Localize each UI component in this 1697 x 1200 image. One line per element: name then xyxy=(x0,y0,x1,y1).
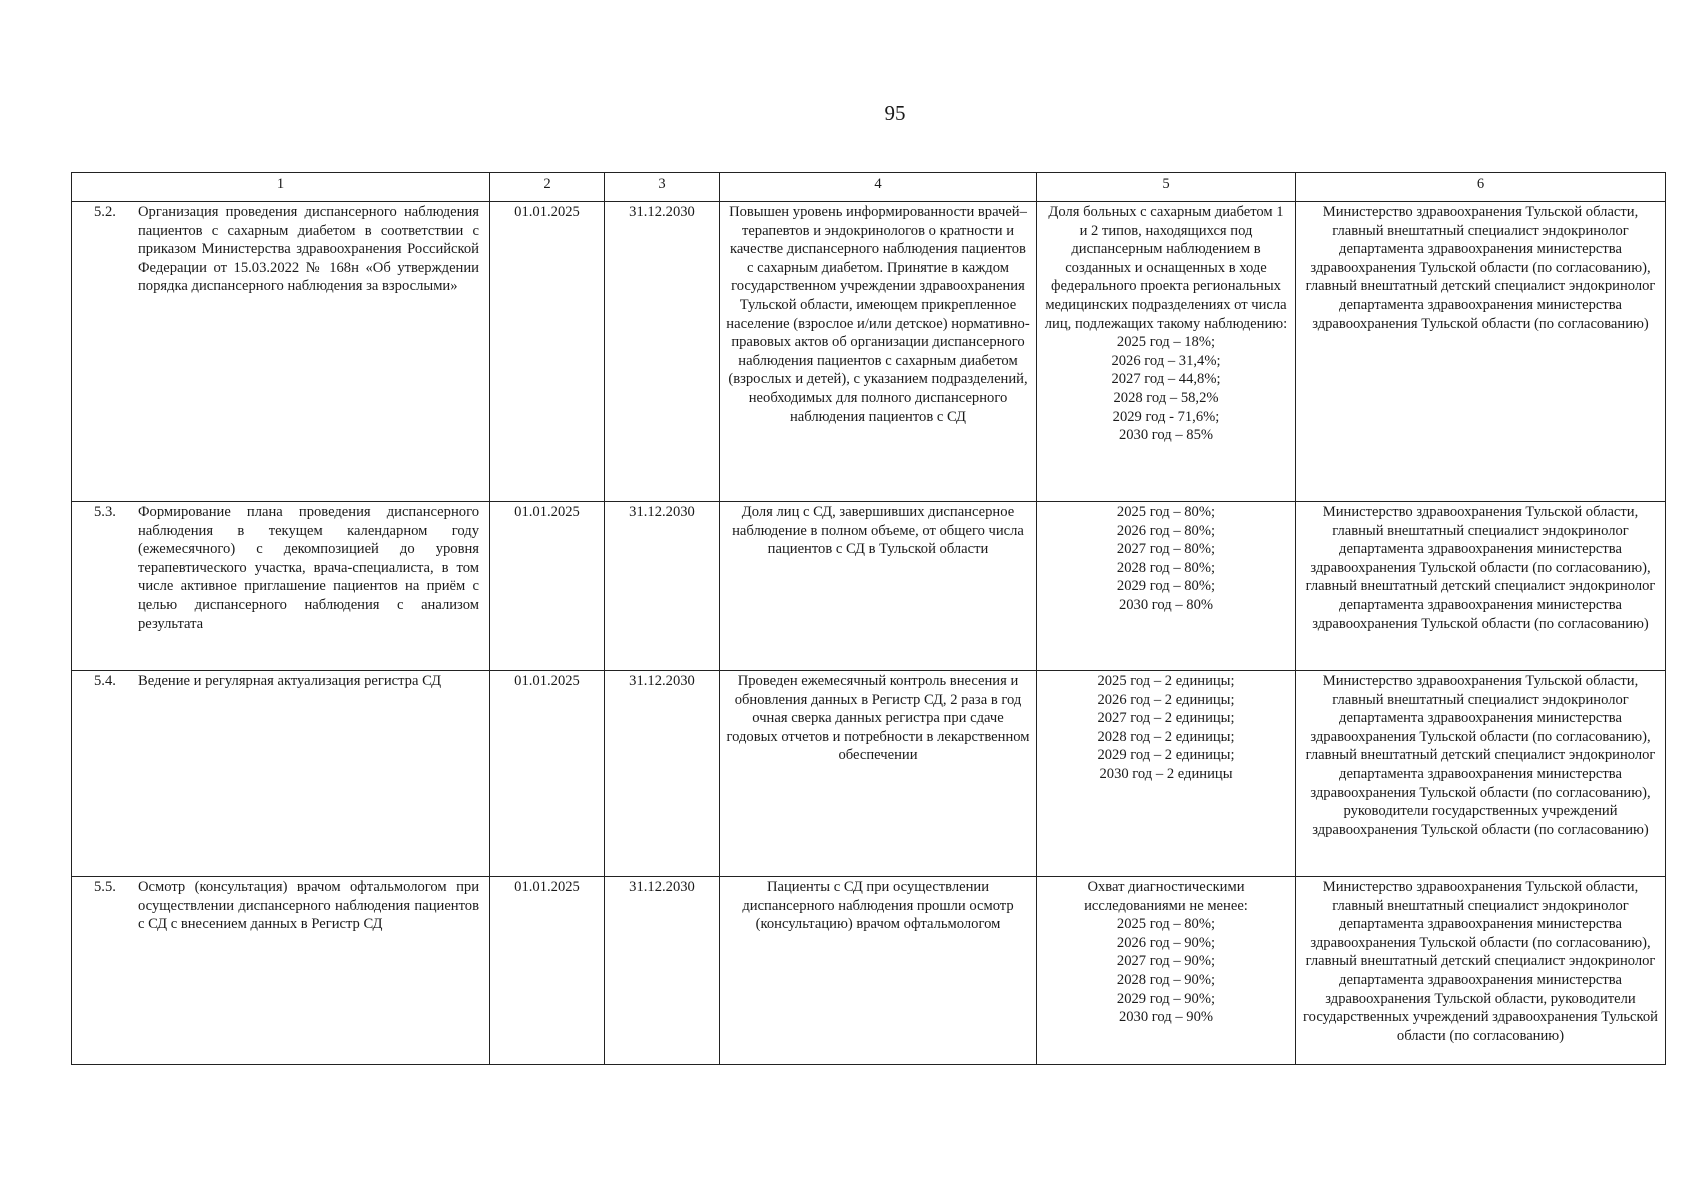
table-row xyxy=(72,877,1666,1065)
end-date: 31.12.2030 xyxy=(605,202,720,502)
indicator-line: 2027 год – 90%; xyxy=(1116,953,1216,970)
responsible-cell: Министерство здравоохранения Тульской области, главный внештатный специалист эндокринолог департамента здравоохранения министерства здравоохранения Тульской области (по согласованию), главный внештатный детский специалист эндокринолог департамента здравоохранения министерства здравоохранения Тульской области, руководители государственных учреждений здравоохранения Тульской области (по согласованию) xyxy=(1296,877,1666,1065)
expected-result: Проведен ежемесячный контроль внесения и обновления данных в Регистр СД, 2 раза в год очная сверка данных регистра при сдаче годовых отчетов и потребности в лекарственном обеспечении xyxy=(720,671,1037,877)
indicator-line: 2030 год – 90% xyxy=(1118,1009,1214,1026)
page-number: 95 xyxy=(884,101,906,125)
table-row xyxy=(72,202,1666,502)
table-header-row xyxy=(72,173,1666,202)
indicator-line: 2026 год – 80%; xyxy=(1116,522,1216,539)
activity-text: Осмотр (консультация) врачом офтальмологом при осуществлении диспансерного наблюдения пациентов с СД с внесением данных в Регистр СД xyxy=(138,879,479,933)
indicator-line: 2028 год – 2 единицы; xyxy=(1097,728,1235,745)
indicator-line: 2028 год – 80%; xyxy=(1116,559,1216,576)
indicator-line: 2030 год – 2 единицы xyxy=(1099,765,1233,782)
row-number: 5.4. xyxy=(94,673,116,689)
activity-cell xyxy=(72,202,490,502)
indicator-cell xyxy=(1037,502,1296,671)
responsible-cell: Министерство здравоохранения Тульской области, главный внештатный специалист эндокринолог департамента здравоохранения министерства здравоохранения Тульской области (по согласованию), главный внештатный детский специалист эндокринолог департамента здравоохранения министерства здравоохранения Тульской области (по согласованию) xyxy=(1296,502,1666,671)
start-date: 01.01.2025 xyxy=(490,502,605,671)
end-date: 31.12.2030 xyxy=(605,502,720,671)
indicator-line: 2028 год – 90%; xyxy=(1116,971,1216,988)
row-number: 5.3. xyxy=(94,504,116,520)
expected-result: Доля лиц с СД, завершивших диспансерное наблюдение в полном объеме, от общего числа пациентов с СД в Тульской области xyxy=(720,502,1037,671)
indicator-line: 2027 год – 80%; xyxy=(1116,541,1216,558)
indicator-line: 2025 год – 18%; xyxy=(1116,334,1216,351)
column-header: 6 xyxy=(1296,173,1666,202)
table-row xyxy=(72,502,1666,671)
activity-cell xyxy=(72,671,490,877)
end-date: 31.12.2030 xyxy=(605,877,720,1065)
indicator-intro: Доля больных с сахарным диабетом 1 и 2 типов, находящихся под диспансерным наблюдением в созданных и оснащенных в ходе федерального проекта региональных медицинских подразделениях от числа лиц, подлежащих такому наблюдению: xyxy=(1044,204,1288,332)
indicator-cell xyxy=(1037,202,1296,502)
indicator-line: 2029 год - 71,6%; xyxy=(1112,408,1220,425)
indicator-cell xyxy=(1037,877,1296,1065)
column-header: 2 xyxy=(490,173,605,202)
activity-text: Ведение и регулярная актуализация регистра СД xyxy=(138,673,442,689)
indicator-line: 2026 год – 90%; xyxy=(1116,934,1216,951)
indicator-cell xyxy=(1037,671,1296,877)
start-date: 01.01.2025 xyxy=(490,877,605,1065)
indicator-intro: Охват диагностическими исследованиями не менее: xyxy=(1084,879,1248,914)
start-date: 01.01.2025 xyxy=(490,671,605,877)
activity-text: Организация проведения диспансерного наблюдения пациентов с сахарным диабетом в соответствии с приказом Министерства здравоохранения Российской Федерации от 15.03.2022 № 168н «Об утверждении порядка диспансерного наблюдения за взрослыми» xyxy=(138,204,479,295)
indicator-line: 2030 год – 85% xyxy=(1118,427,1214,444)
end-date: 31.12.2030 xyxy=(605,671,720,877)
indicator-line: 2029 год – 2 единицы; xyxy=(1097,747,1235,764)
row-number: 5.5. xyxy=(94,879,116,895)
activity-text: Формирование плана проведения диспансерного наблюдения в текущем календарном году (ежемесячного) с декомпозицией до уровня терапевтического участка, врача-специалиста, в том числе активное приглашение пациентов на приём с целью диспансерного наблюдения с анализом результата xyxy=(138,504,479,632)
indicator-line: 2030 год – 80% xyxy=(1118,596,1214,613)
activity-cell xyxy=(72,502,490,671)
indicator-line: 2028 год – 58,2% xyxy=(1113,389,1219,406)
table-row xyxy=(72,671,1666,877)
start-date: 01.01.2025 xyxy=(490,202,605,502)
row-number: 5.2. xyxy=(94,204,116,220)
indicator-line: 2026 год – 2 единицы; xyxy=(1097,691,1235,708)
expected-result: Пациенты с СД при осуществлении диспансерного наблюдения прошли осмотр (консультацию) врачом офтальмологом xyxy=(720,877,1037,1065)
indicator-line: 2025 год – 80%; xyxy=(1116,916,1216,933)
indicator-line: 2026 год – 31,4%; xyxy=(1111,352,1221,369)
indicator-line: 2027 год – 44,8%; xyxy=(1111,371,1221,388)
indicator-line: 2027 год – 2 единицы; xyxy=(1097,710,1235,727)
indicator-line: 2025 год – 2 единицы; xyxy=(1097,673,1235,689)
responsible-cell: Министерство здравоохранения Тульской области, главный внештатный специалист эндокринолог департамента здравоохранения министерства здравоохранения Тульской области (по согласованию), главный внештатный детский специалист эндокринолог департамента здравоохранения министерства здравоохранения Тульской области (по согласованию) xyxy=(1296,202,1666,502)
responsible-cell: Министерство здравоохранения Тульской области, главный внештатный специалист эндокринолог департамента здравоохранения министерства здравоохранения Тульской области (по согласованию), главный внештатный детский специалист эндокринолог департамента здравоохранения министерства здравоохранения Тульской области (по согласованию), руководители государственных учреждений здравоохранения Тульской области (по согласованию) xyxy=(1296,671,1666,877)
column-header: 4 xyxy=(720,173,1037,202)
indicator-line: 2025 год – 80%; xyxy=(1116,504,1216,520)
activity-cell xyxy=(72,877,490,1065)
indicator-line: 2029 год – 80%; xyxy=(1116,578,1216,595)
indicator-line: 2029 год – 90%; xyxy=(1116,990,1216,1007)
column-header: 1 xyxy=(72,173,490,202)
expected-result: Повышен уровень информированности врачей–терапевтов и эндокринологов о кратности и качестве диспансерного наблюдения пациентов с сахарным диабетом. Принятие в каждом государственном учреждении здравоохранения Тульской области, имеющем прикрепленное население (взрослое и/или детское) нормативно-правовых актов об организации диспансерного наблюдения пациентов с сахарным диабетом (взрослых и детей), с указанием подразделений, необходимых для полного диспансерного наблюдения пациентов с СД xyxy=(720,202,1037,502)
column-header: 3 xyxy=(605,173,720,202)
column-header: 5 xyxy=(1037,173,1296,202)
plan-table xyxy=(71,172,1666,1065)
